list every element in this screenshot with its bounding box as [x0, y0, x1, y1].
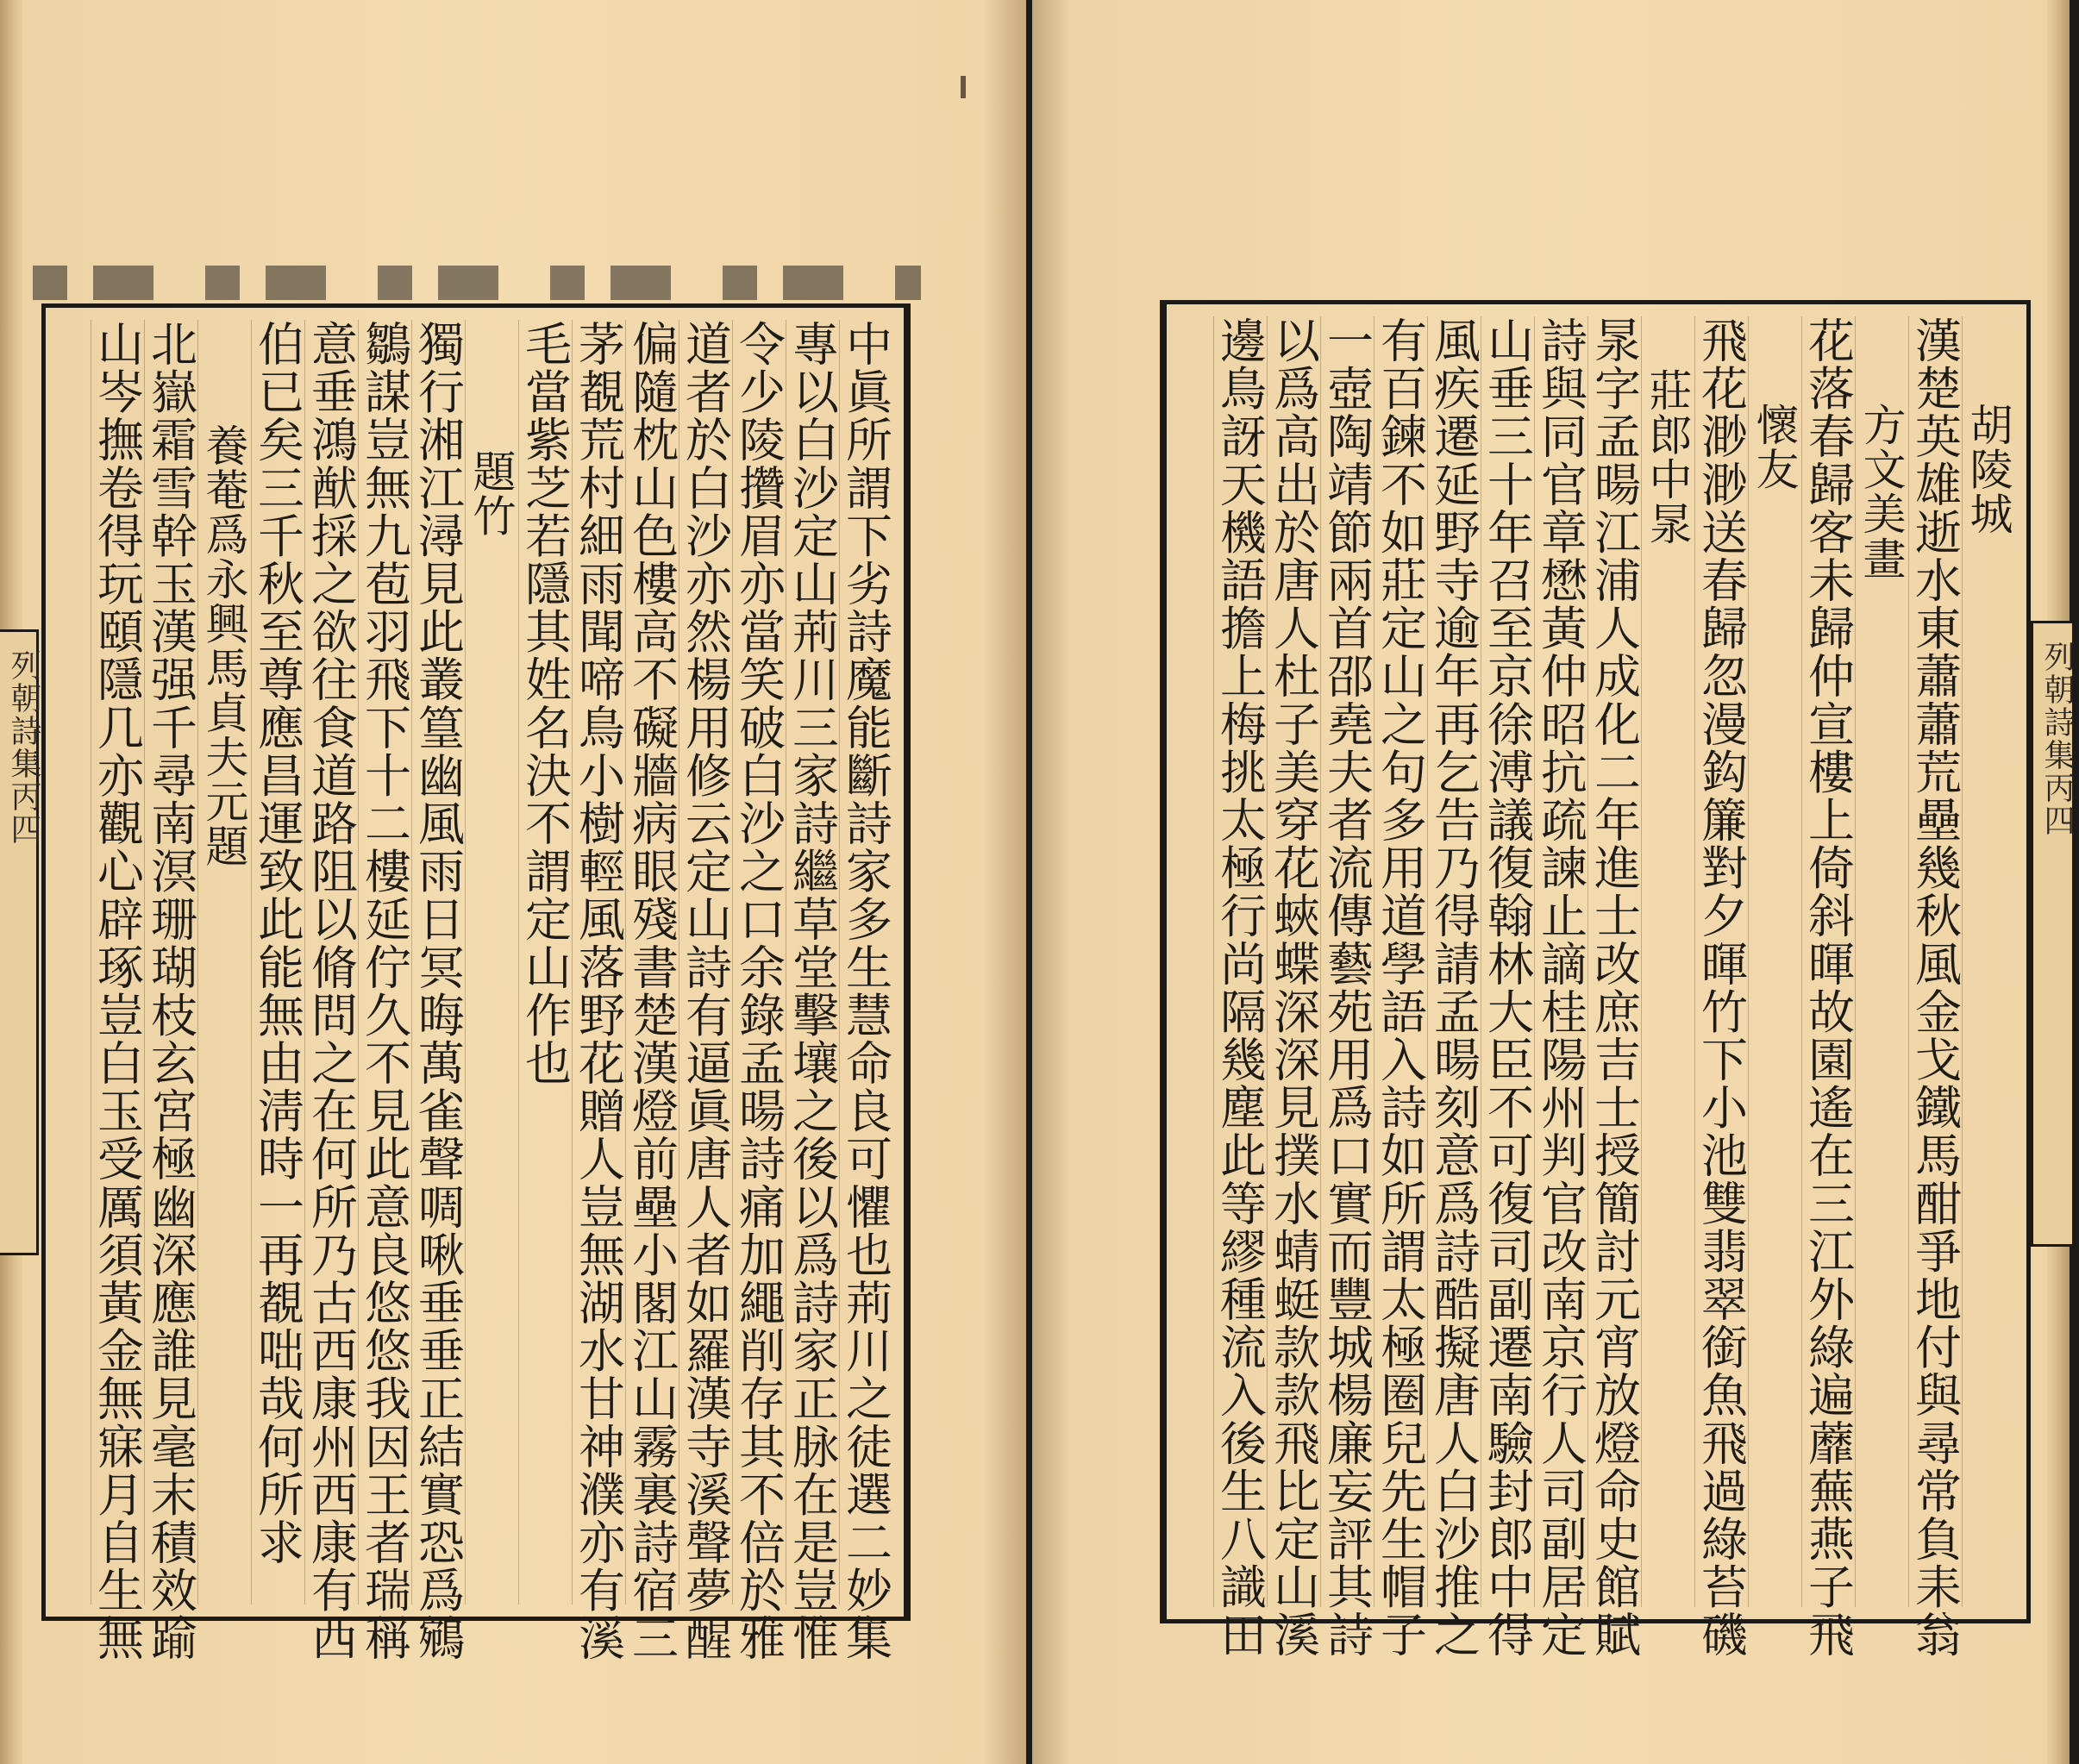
text-column: 鶵謀豈無九苞羽飛下十二樓延佇久不見此意良悠悠我因王者瑞稱	[357, 320, 412, 1662]
text-column: 北嶽霜雪幹玉漢强千尋南溟珊瑚枝玄宮極幽深應誰見毫末積效踰	[143, 320, 198, 1662]
poem-title: 懷友	[1748, 316, 1800, 1607]
right-centre-label: 列朝詩集丙四	[2039, 641, 2075, 837]
text-column: 令少陵攢眉亦當笑破白沙之口余錄孟暘詩痛加繩削存其不倍於雅	[731, 320, 786, 1662]
poem-title: 方文美畫	[1855, 316, 1907, 1607]
text-column: 飛花渺渺送春歸忽漫鈎簾對夕暉竹下小池雙翡翠銜魚飛過綠苔磯	[1694, 316, 1749, 1659]
text-column: 一壺陶靖節兩首邵堯夫者流傳藝苑用爲口實而豐城楊廉妄評其詩	[1319, 316, 1375, 1659]
text-column: 獨行湘江潯見此叢篁幽風雨日冥晦萬雀聲啁啾垂垂正結實恐爲鵷	[410, 320, 466, 1662]
left-centre-strip	[0, 629, 39, 1255]
text-column: 漢楚英雄逝水東蕭蕭荒壘幾秋風金戈鐵馬酣爭地付與尋常負耒翁	[1907, 316, 1963, 1659]
text-column: 道者於白沙亦然楊用修云定山詩有逼眞唐人者如羅漢寺溪聲夢醒	[678, 320, 733, 1662]
text-column: 花落春歸客未歸仲宣樓上倚斜暉故園遙在三江外綠遍蘼蕪燕子飛	[1800, 316, 1856, 1659]
text-column: 㫤字孟暘江浦人成化二年進士改庶吉士授簡討元宵放燈命史館賦	[1587, 316, 1642, 1659]
text-column: 伯已矣三千秋至尊應昌運致此能無由淸時一再覩咄哉何所求	[251, 320, 304, 1604]
right-text-columns	[1179, 316, 2014, 1659]
author-heading: 莊郎中㫤	[1641, 316, 1694, 1607]
text-column: 邊鳥訝天機語擔上梅挑太極行尚隔幾塵此等繆種流入後生八識田	[1212, 316, 1268, 1659]
torn-ink-band	[33, 266, 921, 300]
text-column: 偏隨枕山色樓高不礙牆病眼殘書楚漢燈前壘小閣江山霧裏詩宿三	[624, 320, 679, 1662]
right-text-frame	[1160, 300, 2031, 1659]
left-page	[0, 0, 1026, 1764]
left-text-frame	[41, 303, 911, 1662]
text-column: 中眞所謂下劣詩魔能斷詩家多生慧命良可懼也荊川之徒選二妙集	[838, 320, 893, 1662]
left-gutter-shadow	[983, 0, 1026, 1764]
poem-title: 胡陵城	[1962, 316, 2014, 1607]
text-column: 詩與同官章懋黃仲昭抗疏諫止謫桂陽州判官改南京行人司副居定	[1533, 316, 1588, 1659]
text-column: 以爲高出於唐人杜子美穿花蛺蝶深深見撲水蜻蜓款款飛比定山溪	[1266, 316, 1321, 1659]
text-column: 意垂鴻猷採之欲往食道路阻以脩問之在何所乃古西康州西康有西	[304, 320, 359, 1662]
left-text-columns	[58, 320, 893, 1662]
text-column: 有百鍊不如莊定山之句多用道學語入詩如所謂太極圈兒先生帽子	[1373, 316, 1428, 1659]
poem-title: 題竹	[465, 320, 517, 1604]
right-page	[1032, 0, 2075, 1764]
text-column: 山岑撫卷得玩頤隱几亦觀心辟琢豈白玉受厲須黃金無寐月自生無	[90, 320, 145, 1662]
poem-title: 養菴爲永興馬貞夫元題	[197, 320, 250, 1604]
text-column: 風疾遷延野寺逾年再乞告乃得請孟暘刻意爲詩酷擬唐人白沙推之	[1426, 316, 1481, 1659]
text-column: 山垂三十年召至京徐溥議復翰林大臣不可復司副遷南驗封郎中得	[1480, 316, 1535, 1659]
page-mark	[961, 76, 966, 98]
text-column: 茅覩荒村細雨聞啼鳥小樹輕風落野花贈人豈無湖水甘神濮亦有溪	[571, 320, 626, 1662]
right-centre-strip	[2031, 621, 2075, 1247]
left-centre-label: 列朝詩集丙四	[6, 649, 41, 846]
text-column: 專以白沙定山荊川三家詩繼草堂擊壤之後以爲詩家正脉在是豈惟	[785, 320, 840, 1662]
text-column: 毛當紫芝若隱其姓名決不謂定山作也	[518, 320, 571, 1604]
right-gutter-shadow	[1032, 0, 1071, 1764]
